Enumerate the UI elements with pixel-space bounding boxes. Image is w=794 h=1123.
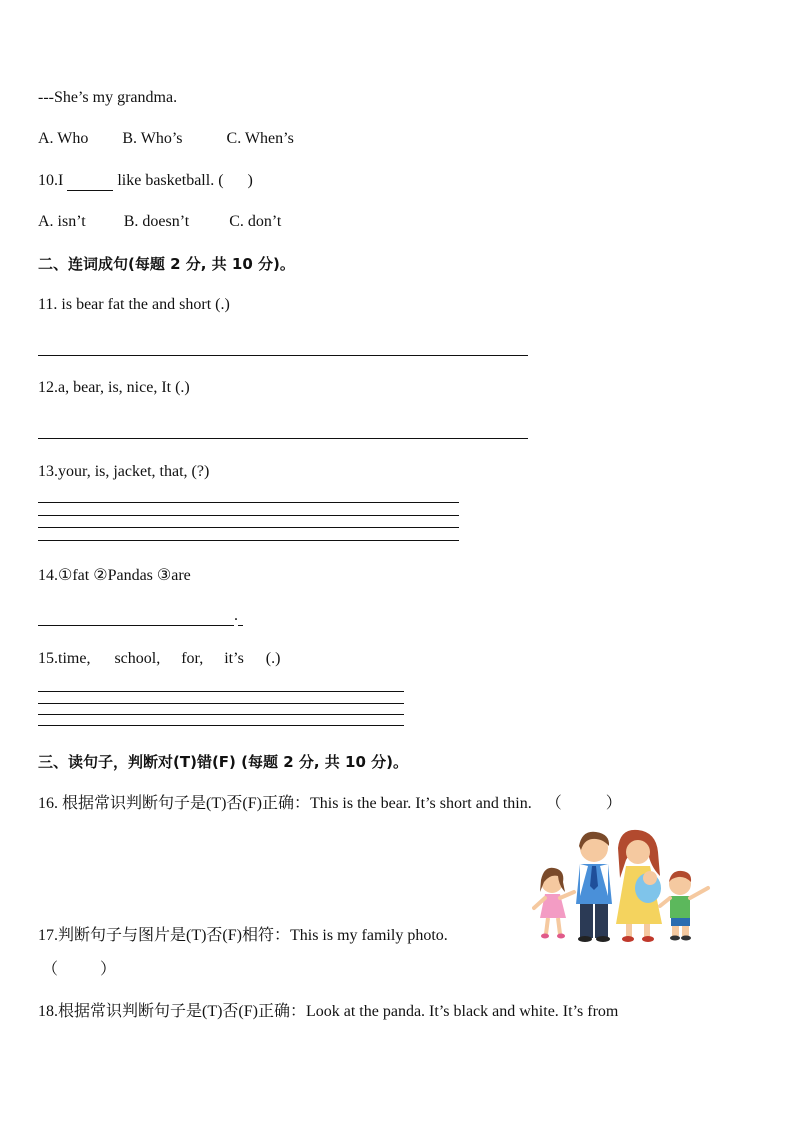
q15-word-2: school,	[114, 650, 161, 667]
q9-option-c[interactable]: C. When’s	[226, 130, 294, 147]
q16-open-paren[interactable]: （	[545, 795, 562, 812]
q10-prefix: 10.I	[38, 172, 64, 189]
q17-open-paren[interactable]: （	[42, 961, 59, 978]
q14-answer	[38, 606, 243, 626]
q10-option-c[interactable]: C. don’t	[229, 213, 282, 230]
q14-underline-tail	[238, 609, 243, 626]
q10-suffix: like basketball. (	[117, 172, 224, 189]
girl-figure	[534, 868, 574, 939]
q13-prompt: 13.your, is, jacket, that, (?)	[38, 463, 210, 480]
q10-option-a[interactable]: A. isn’t	[38, 213, 86, 230]
q15-answer-line-1[interactable]	[38, 691, 404, 692]
q10-blank[interactable]	[67, 174, 113, 191]
q16-question	[38, 794, 622, 814]
q13-answer-line-4[interactable]	[38, 540, 459, 541]
q10-close-paren: )	[247, 172, 253, 189]
q17-close-paren[interactable]: ）	[100, 961, 117, 978]
q10-option-b[interactable]: B. doesn’t	[123, 213, 190, 230]
boy-figure	[660, 871, 708, 941]
section3-heading: 三、读句子，判断对(T)错(F) (每题 2 分, 共 10 分)。	[38, 753, 408, 771]
q14-period: .	[234, 607, 238, 624]
family-photo-illustration	[532, 826, 716, 944]
q15-prompt	[38, 649, 280, 669]
q13-answer-line-3[interactable]	[38, 527, 459, 528]
q12-prompt: 12.a, bear, is, nice, It (.)	[38, 379, 190, 396]
q13-answer-line-2[interactable]	[38, 515, 459, 516]
q15-word-4: it’s	[224, 650, 244, 667]
q15-answer-line-2[interactable]	[38, 703, 404, 704]
q10-options	[38, 212, 281, 232]
q17-answer-parens	[42, 960, 116, 980]
q15-word-1: 15.time,	[38, 650, 91, 667]
section2-heading: 二、连词成句(每题 2 分, 共 10 分)。	[38, 255, 295, 273]
q15-word-3: for,	[181, 650, 204, 667]
q11-answer-line[interactable]	[38, 355, 528, 356]
q9-option-b[interactable]: B. Who’s	[122, 130, 183, 147]
q9-options	[38, 129, 294, 149]
q13-answer-line-1[interactable]	[38, 502, 459, 503]
q12-answer-line[interactable]	[38, 438, 528, 439]
q18-question: 18.根据常识判断句子是(T)否(F)正确：Look at the panda. It’s black and white. It’s from	[38, 1003, 619, 1020]
q16-close-paren[interactable]: ）	[605, 795, 622, 812]
q16-text: 16. 根据常识判断句子是(T)否(F)正确：This is the bear. It’s short and thin.	[38, 795, 532, 812]
q10-question	[38, 171, 253, 191]
q15-answer-line-4[interactable]	[38, 725, 404, 726]
q11-prompt: 11. is bear fat the and short (.)	[38, 296, 230, 313]
q14-answer-blank[interactable]	[38, 609, 234, 626]
q15-word-5: (.)	[265, 650, 281, 667]
q15-answer-line-3[interactable]	[38, 714, 404, 715]
q9-answer-line: ---She’s my grandma.	[38, 89, 178, 106]
dad-figure	[576, 832, 612, 942]
q17-question: 17.判断句子与图片是(T)否(F)相符：This is my family photo.	[38, 927, 448, 944]
q14-prompt: 14.①fat ②Pandas ③are	[38, 567, 191, 584]
q9-option-a[interactable]: A. Who	[38, 130, 89, 147]
mom-figure	[616, 830, 662, 942]
